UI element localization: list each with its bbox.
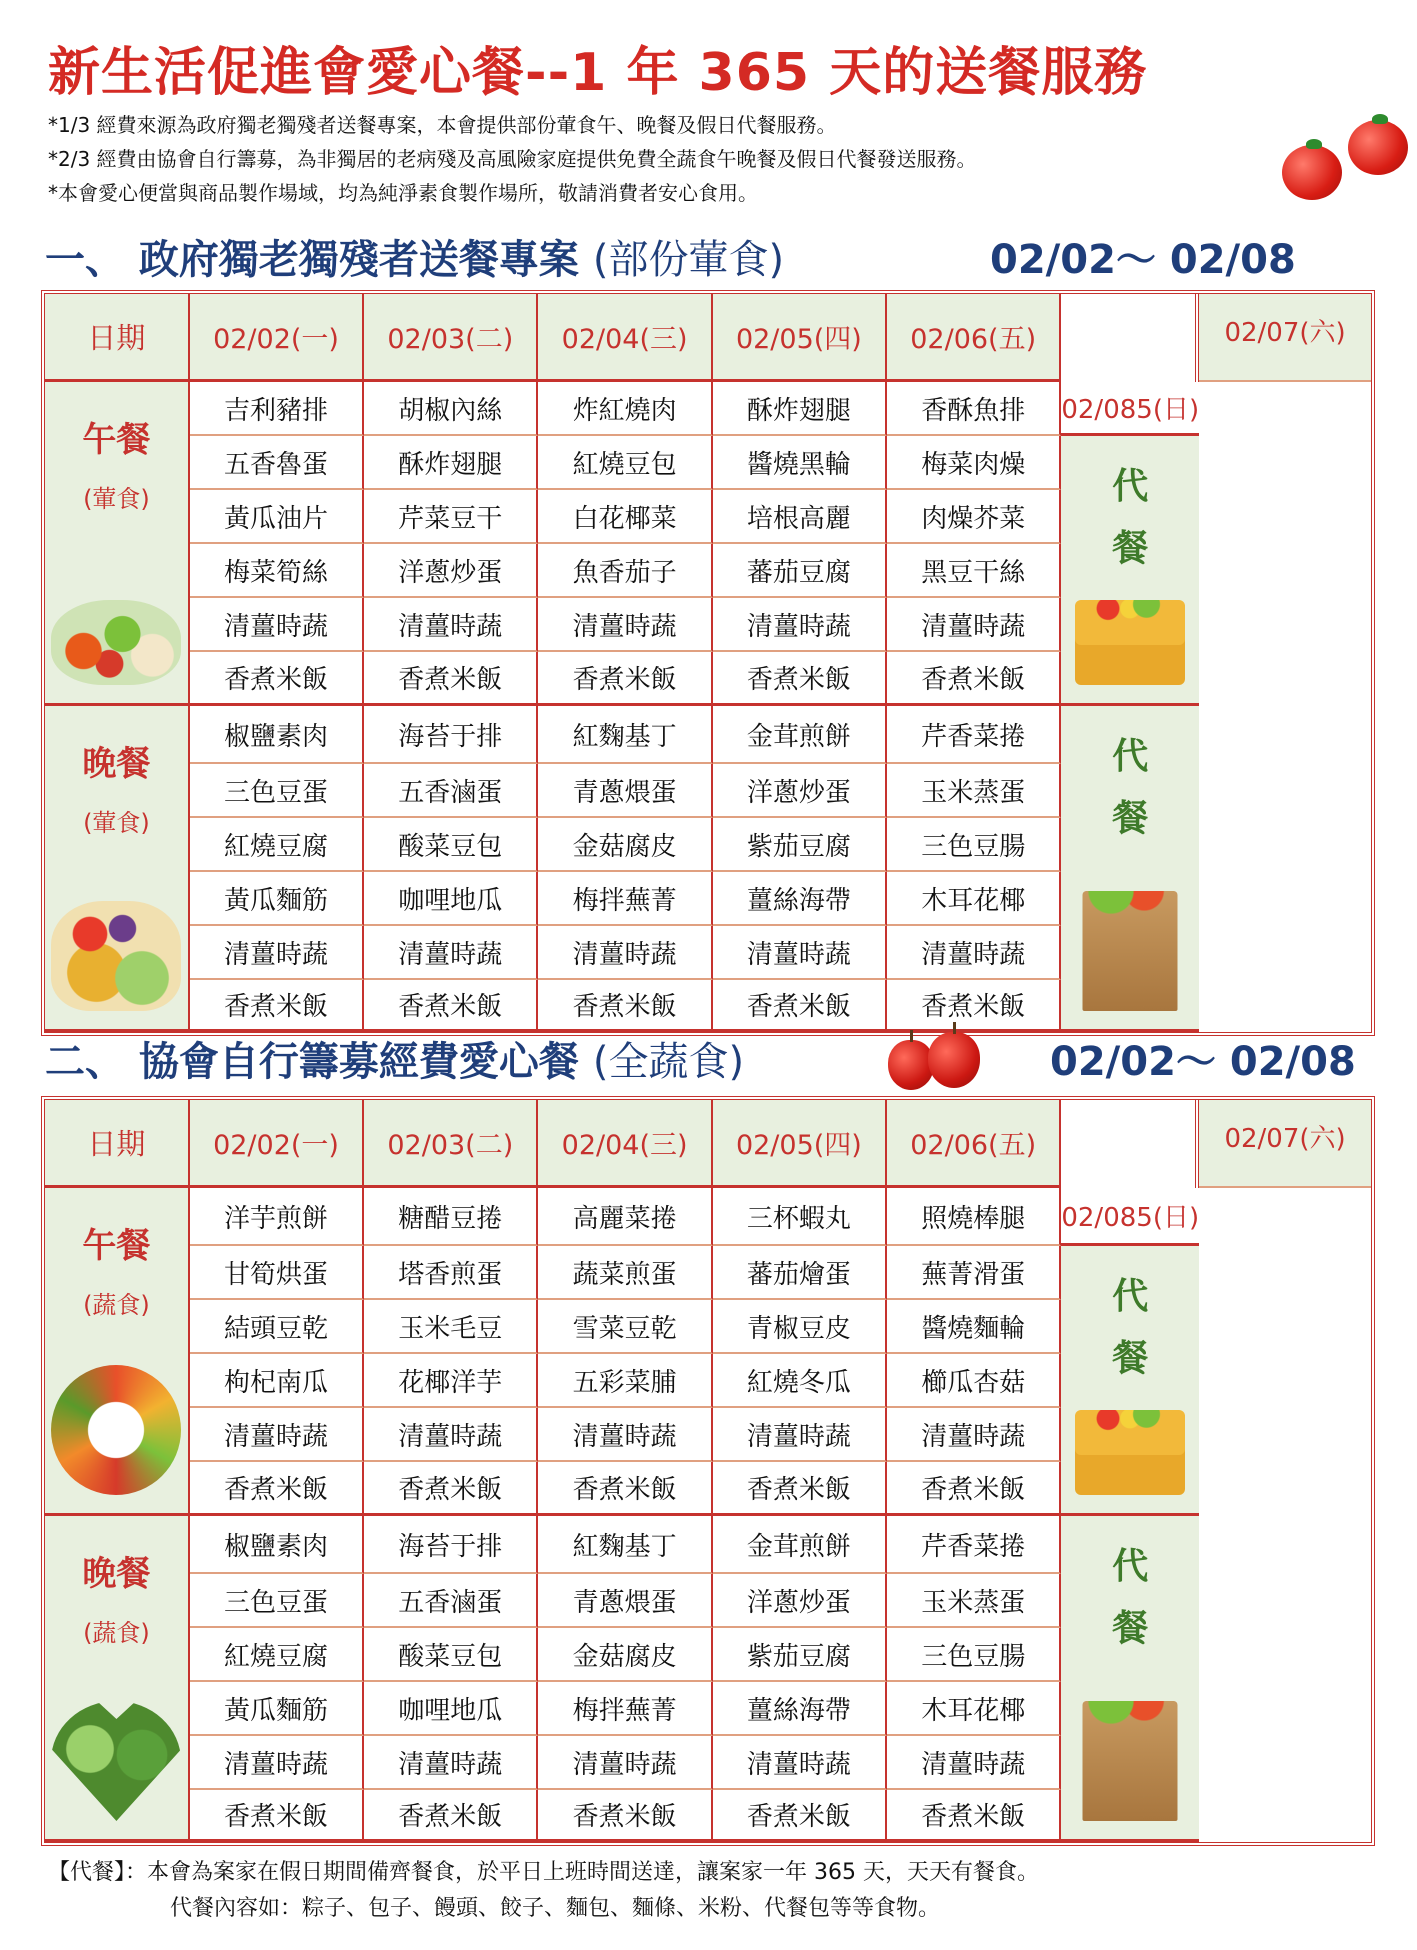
menu-item: 青蔥煨蛋 (538, 1574, 712, 1628)
menu-item: 芹香菜捲 (887, 1516, 1061, 1574)
section1-date-range: 02/02～ 02/08 (990, 237, 1296, 283)
menu-item: 蔬菜煎蛋 (538, 1246, 712, 1300)
substitute-meal-cell (1061, 1516, 1199, 1842)
menu-item: 金菇腐皮 (538, 818, 712, 872)
menu-item: 酥炸翅腿 (713, 382, 887, 436)
day-header: 02/04(三) (538, 1100, 712, 1188)
menu-item: 清薑時蔬 (887, 1408, 1061, 1462)
saturday-header: 02/07(六) (1199, 1100, 1371, 1188)
dinner-label: 晚餐 (82, 1554, 151, 1594)
menu-item: 結頭豆乾 (190, 1300, 364, 1354)
dinner-label: 晚餐 (82, 744, 151, 784)
menu-item: 香煮米飯 (538, 980, 712, 1032)
menu-table-section1 (41, 290, 1375, 1036)
menu-item: 清薑時蔬 (364, 598, 538, 652)
menu-item: 紫茄豆腐 (713, 818, 887, 872)
substitute-meal-label (1061, 456, 1199, 580)
lunch-label-cell (45, 1188, 190, 1516)
menu-item: 梅菜肉燥 (887, 436, 1061, 490)
day-header: 02/03(二) (364, 294, 538, 382)
day-header: 02/04(三) (538, 294, 712, 382)
menu-item: 紅麴基丁 (538, 1516, 712, 1574)
menu-item: 洋蔥炒蛋 (364, 544, 538, 598)
saturday-header: 02/07(六) (1199, 294, 1371, 382)
substitute-char: 餐 (1112, 1338, 1149, 1379)
menu-item: 清薑時蔬 (190, 1736, 364, 1790)
menu-item: 金菇腐皮 (538, 1628, 712, 1682)
menu-item: 梅拌蕪菁 (538, 1682, 712, 1736)
lunch-label-cell (45, 382, 190, 706)
menu-item: 香煮米飯 (713, 1790, 887, 1842)
menu-item: 黃瓜油片 (190, 490, 364, 544)
menu-item: 三色豆蛋 (190, 764, 364, 818)
menu-item: 香煮米飯 (538, 1790, 712, 1842)
menu-item: 酸菜豆包 (364, 818, 538, 872)
substitute-char: 代 (1112, 1546, 1149, 1587)
menu-item: 金茸煎餅 (713, 1516, 887, 1574)
menu-item: 吉利豬排 (190, 382, 364, 436)
menu-item: 三色豆腸 (887, 818, 1061, 872)
sunday-header: 02/085(日) (1061, 1188, 1199, 1246)
menu-item: 五香滷蛋 (364, 1574, 538, 1628)
lunch-label: 午餐 (82, 420, 151, 460)
lunch-sublabel: (葷食) (83, 485, 150, 513)
lunch-sublabel: (蔬食) (83, 1291, 150, 1319)
substitute-char: 代 (1112, 736, 1149, 777)
fruit-basket-image (51, 901, 181, 1011)
substitute-meal-label (1061, 726, 1199, 850)
menu-item: 香煮米飯 (190, 980, 364, 1032)
footer-line: 代餐內容如：粽子、包子、饅頭、餃子、麵包、麵條、米粉、代餐包等等食物。 (170, 1896, 941, 1921)
vegetables-image (51, 600, 181, 685)
menu-item: 雪菜豆乾 (538, 1300, 712, 1354)
day-header: 02/02(一) (190, 1100, 364, 1188)
menu-item: 照燒棒腿 (887, 1188, 1061, 1246)
menu-item: 紅燒冬瓜 (713, 1354, 887, 1408)
menu-item: 塔香煎蛋 (364, 1246, 538, 1300)
menu-item: 清薑時蔬 (887, 1736, 1061, 1790)
menu-item: 香煮米飯 (190, 1790, 364, 1842)
menu-item: 清薑時蔬 (887, 926, 1061, 980)
menu-item: 玉米毛豆 (364, 1300, 538, 1354)
menu-item: 紅燒豆腐 (190, 1628, 364, 1682)
substitute-meal-cell (1061, 706, 1199, 1032)
menu-item: 香煮米飯 (538, 652, 712, 706)
menu-item: 花椰洋芋 (364, 1354, 538, 1408)
menu-item: 香煮米飯 (887, 980, 1061, 1032)
menu-item: 咖哩地瓜 (364, 872, 538, 926)
menu-item: 清薑時蔬 (538, 598, 712, 652)
menu-item: 梅菜筍絲 (190, 544, 364, 598)
menu-item: 香煮米飯 (538, 1462, 712, 1516)
menu-item: 木耳花椰 (887, 872, 1061, 926)
menu-item: 椒鹽素肉 (190, 706, 364, 764)
menu-item: 魚香茄子 (538, 544, 712, 598)
menu-item: 紅燒豆包 (538, 436, 712, 490)
menu-item: 紅麴基丁 (538, 706, 712, 764)
menu-item: 香煮米飯 (364, 1462, 538, 1516)
dinner-label-cell (45, 1516, 190, 1842)
menu-item: 三杯蝦丸 (713, 1188, 887, 1246)
menu-item: 青蔥煨蛋 (538, 764, 712, 818)
menu-item: 洋芋煎餅 (190, 1188, 364, 1246)
menu-item: 清薑時蔬 (190, 926, 364, 980)
menu-item: 醬燒麵輪 (887, 1300, 1061, 1354)
substitute-meal-label (1061, 1536, 1199, 1660)
menu-item: 清薑時蔬 (713, 926, 887, 980)
day-header: 02/02(一) (190, 294, 364, 382)
substitute-char: 餐 (1112, 1608, 1149, 1649)
note-line: *本會愛心便當與商品製作場域，均為純淨素食製作場所，敬請消費者安心食用。 (48, 181, 758, 205)
menu-item: 三色豆腸 (887, 1628, 1061, 1682)
menu-item: 玉米蒸蛋 (887, 764, 1061, 818)
dinner-label-cell (45, 706, 190, 1032)
menu-item: 香煮米飯 (190, 652, 364, 706)
substitute-meal-cell (1061, 1246, 1199, 1516)
menu-item: 醬燒黑輪 (713, 436, 887, 490)
menu-item: 高麗菜捲 (538, 1188, 712, 1246)
menu-item: 糖醋豆捲 (364, 1188, 538, 1246)
vegetable-wreath-image (51, 1365, 181, 1495)
menu-item: 香煮米飯 (713, 980, 887, 1032)
menu-item: 清薑時蔬 (364, 1736, 538, 1790)
substitute-meal-cell (1061, 436, 1199, 706)
menu-item: 甘筍烘蛋 (190, 1246, 364, 1300)
menu-item: 枸杞南瓜 (190, 1354, 364, 1408)
menu-item: 香煮米飯 (364, 980, 538, 1032)
day-header: 02/03(二) (364, 1100, 538, 1188)
menu-item: 培根高麗 (713, 490, 887, 544)
dinner-sublabel: (葷食) (83, 809, 150, 837)
menu-item: 薑絲海帶 (713, 1682, 887, 1736)
fruit-box-image (1075, 1410, 1185, 1495)
apple-icon (928, 1032, 980, 1088)
lunch-label: 午餐 (82, 1226, 151, 1266)
apple-icon (888, 1040, 934, 1090)
menu-item: 清薑時蔬 (190, 598, 364, 652)
menu-item: 清薑時蔬 (713, 598, 887, 652)
menu-item: 白花椰菜 (538, 490, 712, 544)
substitute-char: 代 (1112, 1276, 1149, 1317)
grocery-bag-image (1083, 891, 1178, 1011)
menu-item: 洋蔥炒蛋 (713, 764, 887, 818)
menu-item: 洋蔥炒蛋 (713, 1574, 887, 1628)
menu-item: 蕪菁滑蛋 (887, 1246, 1061, 1300)
section2-heading (45, 1030, 744, 1087)
menu-item: 海苔于排 (364, 1516, 538, 1574)
tomato-icon (1282, 145, 1342, 200)
section2-date-range: 02/02～ 02/08 (1050, 1039, 1356, 1085)
menu-item: 黃瓜麵筋 (190, 1682, 364, 1736)
menu-item: 胡椒內絲 (364, 382, 538, 436)
menu-item: 清薑時蔬 (364, 1408, 538, 1462)
substitute-char: 餐 (1112, 528, 1149, 569)
day-header: 02/06(五) (887, 294, 1061, 382)
menu-table-section2 (41, 1096, 1375, 1846)
menu-item: 香煮米飯 (713, 1462, 887, 1516)
menu-item: 芹菜豆干 (364, 490, 538, 544)
day-header: 02/06(五) (887, 1100, 1061, 1188)
menu-item: 黃瓜麵筋 (190, 872, 364, 926)
dinner-sublabel: (蔬食) (83, 1619, 150, 1647)
page-title: 新生活促進會愛心餐--1 年 365 天的送餐服務 (48, 43, 1148, 103)
footer-line: 【代餐】：本會為案家在假日期間備齊餐食，於平日上班時間送達，讓案家一年 365 天，天天有餐食。 (48, 1860, 1039, 1885)
day-header: 02/05(四) (713, 294, 887, 382)
menu-item: 清薑時蔬 (713, 1736, 887, 1790)
section1-title: 一、 政府獨老獨殘者送餐專案 (45, 237, 579, 283)
menu-item: 酥炸翅腿 (364, 436, 538, 490)
menu-item: 清薑時蔬 (538, 1736, 712, 1790)
menu-item: 肉燥芥菜 (887, 490, 1061, 544)
menu-item: 清薑時蔬 (364, 926, 538, 980)
menu-item: 清薑時蔬 (713, 1408, 887, 1462)
menu-item: 香煮米飯 (887, 1790, 1061, 1842)
menu-item: 玉米蒸蛋 (887, 1574, 1061, 1628)
substitute-char: 代 (1112, 466, 1149, 507)
day-header: 02/05(四) (713, 1100, 887, 1188)
vegetable-heart-image (51, 1701, 181, 1821)
menu-item: 清薑時蔬 (538, 1408, 712, 1462)
menu-item: 咖哩地瓜 (364, 1682, 538, 1736)
substitute-char: 餐 (1112, 798, 1149, 839)
tomato-icon (1348, 120, 1408, 175)
menu-item: 蕃茄燴蛋 (713, 1246, 887, 1300)
menu-item: 黑豆干絲 (887, 544, 1061, 598)
footer-note (48, 1855, 1039, 1927)
menu-item: 紅燒豆腐 (190, 818, 364, 872)
menu-item: 金茸煎餅 (713, 706, 887, 764)
menu-item: 香煮米飯 (364, 652, 538, 706)
menu-item: 酸菜豆包 (364, 1628, 538, 1682)
fruit-box-image (1075, 600, 1185, 685)
section1-heading (45, 228, 784, 285)
menu-item: 椒鹽素肉 (190, 1516, 364, 1574)
note-line: *1/3 經費來源為政府獨老獨殘者送餐專案，本會提供部份葷食午、晚餐及假日代餐服務。 (48, 113, 837, 137)
notes (48, 108, 977, 210)
menu-item: 蕃茄豆腐 (713, 544, 887, 598)
menu-item: 櫛瓜杏菇 (887, 1354, 1061, 1408)
substitute-meal-label (1061, 1266, 1199, 1390)
menu-item: 香煮米飯 (887, 652, 1061, 706)
menu-item: 五彩菜脯 (538, 1354, 712, 1408)
section2-title: 二、 協會自行籌募經費愛心餐 (45, 1039, 579, 1085)
menu-item: 木耳花椰 (887, 1682, 1061, 1736)
menu-item: 清薑時蔬 (887, 598, 1061, 652)
menu-item: 炸紅燒肉 (538, 382, 712, 436)
menu-item: 三色豆蛋 (190, 1574, 364, 1628)
date-header: 日期 (45, 294, 190, 382)
menu-item: 香煮米飯 (190, 1462, 364, 1516)
menu-item: 香煮米飯 (887, 1462, 1061, 1516)
menu-item: 五香魯蛋 (190, 436, 364, 490)
menu-item: 薑絲海帶 (713, 872, 887, 926)
date-header: 日期 (45, 1100, 190, 1188)
menu-item: 香煮米飯 (364, 1790, 538, 1842)
menu-item: 梅拌蕪菁 (538, 872, 712, 926)
sunday-header: 02/085(日) (1061, 382, 1199, 436)
menu-item: 青椒豆皮 (713, 1300, 887, 1354)
menu-item: 海苔于排 (364, 706, 538, 764)
menu-item: 五香滷蛋 (364, 764, 538, 818)
menu-item: 清薑時蔬 (190, 1408, 364, 1462)
menu-item: 紫茄豆腐 (713, 1628, 887, 1682)
section2-subtitle: (全蔬食) (592, 1039, 745, 1085)
section1-subtitle: (部份葷食) (592, 237, 785, 283)
menu-item: 香煮米飯 (713, 652, 887, 706)
menu-item: 清薑時蔬 (538, 926, 712, 980)
menu-item: 香酥魚排 (887, 382, 1061, 436)
menu-item: 芹香菜捲 (887, 706, 1061, 764)
grocery-bag-image (1083, 1701, 1178, 1821)
note-line: *2/3 經費由協會自行籌募，為非獨居的老病殘及高風險家庭提供免費全蔬食午晚餐及假日代餐發送服務。 (48, 147, 977, 171)
